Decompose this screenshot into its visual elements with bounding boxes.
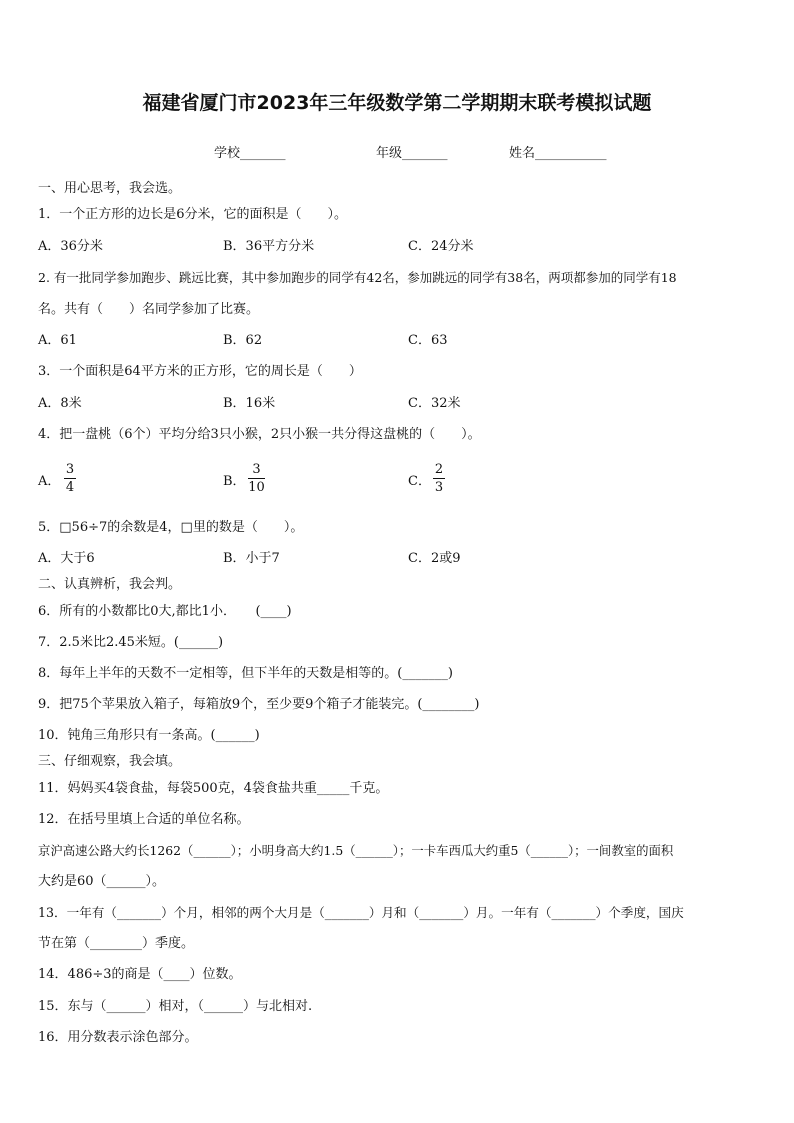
fraction-numerator: 2 — [434, 462, 444, 477]
page-title: 福建省厦门市2023年三年级数学第二学期期末联考模拟试题 — [142, 92, 652, 114]
question-text: 名。共有（ ）名同学参加了比赛。 — [38, 302, 260, 317]
option-c: C．2或9 — [408, 551, 461, 566]
option-c: C．32米 — [408, 396, 461, 411]
section-heading: 二、认真辨析，我会判。 — [38, 577, 182, 592]
question-text: 4．把一盘桃（6个）平均分给3只小猴，2只小猴一共分得这盘桃的（ ）。 — [38, 427, 481, 442]
option-c: C．24分米 — [408, 239, 474, 254]
option-a: A．61 — [38, 333, 77, 348]
name-field: 姓名___________ — [509, 146, 607, 161]
question-text: 13．一年有（_______）个月，相邻的两个大月是（_______）月和（_______）月。一年有（_______）个季度，国庆 — [38, 905, 684, 920]
fraction-b — [248, 462, 265, 495]
option-c: C． — [408, 474, 431, 489]
fraction-a — [64, 462, 76, 495]
section-heading: 一、用心思考，我会选。 — [38, 181, 182, 196]
option-a: A．8米 — [38, 396, 82, 411]
fraction-numerator: 3 — [65, 462, 75, 477]
question-text: 9．把75个苹果放入箱子，每箱放9个，至少要9个箱子才能装完。(________) — [38, 697, 480, 712]
question-text: 11．妈妈买4袋食盐，每袋500克，4袋食盐共重_____千克。 — [38, 781, 389, 796]
option-b: B．62 — [223, 333, 263, 348]
fraction-c — [433, 462, 445, 495]
question-text: 10．钝角三角形只有一条高。(______) — [38, 728, 260, 743]
option-a: A．大于6 — [38, 551, 95, 566]
option-a: A．36分米 — [38, 239, 103, 254]
question-text: 1．一个正方形的边长是6分米，它的面积是（ ）。 — [38, 207, 348, 222]
option-b: B． — [223, 474, 246, 489]
question-text: 12．在括号里填上合适的单位名称。 — [38, 812, 250, 827]
question-text: 3．一个面积是64平方米的正方形，它的周长是（ ） — [38, 364, 362, 379]
question-text: 14．486÷3的商是（____）位数。 — [38, 967, 242, 982]
question-text: 16．用分数表示涂色部分。 — [38, 1030, 198, 1045]
option-a: A． — [38, 474, 61, 489]
question-text: 8．每年上半年的天数不一定相等，但下半年的天数是相等的。(_______) — [38, 666, 453, 681]
grade-field: 年级_______ — [376, 146, 448, 161]
section-heading: 三、仔细观察，我会填。 — [38, 754, 182, 769]
fraction-denominator: 3 — [434, 480, 444, 495]
fraction-denominator: 10 — [248, 480, 265, 495]
question-text: 大约是60（______）。 — [38, 874, 166, 889]
question-text: 京沪高速公路大约长1262（______）；小明身高大约1.5（______）；一卡车西瓜大约重5（______）；一间教室的面积 — [38, 843, 674, 858]
question-text: 15．东与（______）相对，（______）与北相对. — [38, 999, 313, 1014]
option-b: B．16米 — [223, 396, 276, 411]
question-text: 6．所有的小数都比0大,都比1小． (____) — [38, 604, 292, 619]
school-field: 学校_______ — [214, 146, 286, 161]
question-text: 5．□56÷7的余数是4，□里的数是（ ）。 — [38, 520, 304, 535]
fraction-numerator: 3 — [252, 462, 261, 477]
question-text: 2. 有一批同学参加跑步、跳远比赛，其中参加跑步的同学有42名，参加跳远的同学有38名，两项都参加的同学有18 — [38, 270, 677, 285]
fraction-denominator: 4 — [65, 480, 75, 495]
question-text: 7．2.5米比2.45米短。(______) — [38, 635, 224, 650]
option-b: B．小于7 — [223, 551, 280, 566]
question-text: 节在第（________）季度。 — [38, 936, 195, 951]
option-b: B．36平方分米 — [223, 239, 315, 254]
option-c: C．63 — [408, 333, 448, 348]
